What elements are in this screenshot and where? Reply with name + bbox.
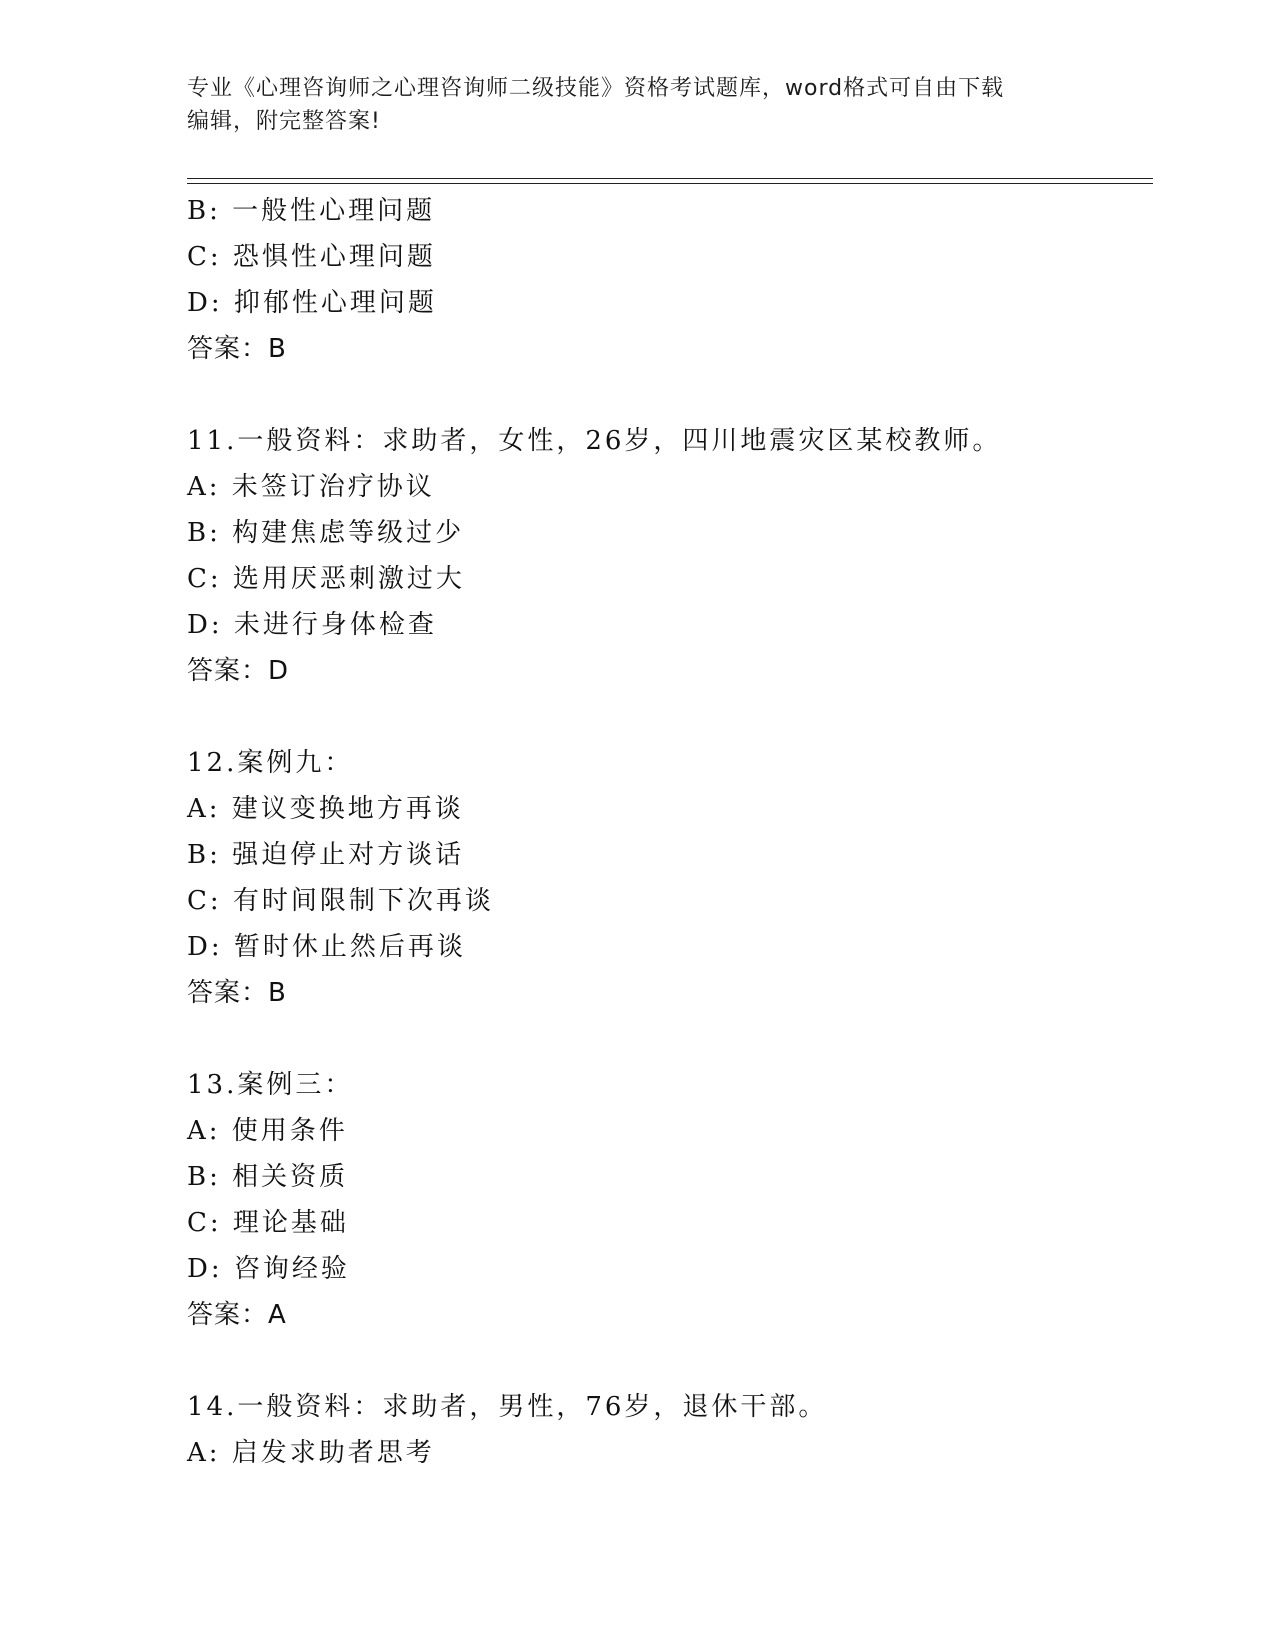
question-block: [187, 188, 1147, 372]
spacer: [187, 1016, 1147, 1062]
question-text: 11.一般资料：求助者，女性，26岁，四川地震灾区某校教师。: [187, 426, 1002, 456]
question-block: [187, 740, 1147, 1016]
option-d: D: 抑郁性心理问题: [187, 288, 437, 318]
header-line-2: 编辑，附完整答案!: [187, 109, 381, 134]
option-a: A: 使用条件: [187, 1116, 348, 1146]
answer-line: 答案：D: [187, 656, 290, 686]
question-block: [187, 418, 1147, 694]
option-b: B: 强迫停止对方谈话: [187, 840, 465, 870]
question-text: 12.案例九：: [187, 748, 354, 778]
option-d: D: 咨询经验: [187, 1254, 350, 1284]
option-a: A: 启发求助者思考: [187, 1438, 435, 1468]
option-d: D: 未进行身体检查: [187, 610, 437, 640]
answer-line: 答案：B: [187, 334, 287, 364]
header-line-1: 专业《心理咨询师之心理咨询师二级技能》资格考试题库，word格式可自由下载: [187, 76, 1005, 101]
spacer: [187, 694, 1147, 740]
question-text: 14.一般资料：求助者，男性，76岁，退休干部。: [187, 1392, 828, 1422]
option-b: B: 一般性心理问题: [187, 196, 436, 226]
option-b: B: 相关资质: [187, 1162, 349, 1192]
question-block: [187, 1384, 1147, 1476]
option-b: B: 构建焦虑等级过少: [187, 518, 465, 548]
header-divider-top: [187, 178, 1153, 179]
option-c: C: 选用厌恶刺激过大: [187, 564, 465, 594]
document-header: [187, 72, 1087, 138]
option-c: C: 有时间限制下次再谈: [187, 886, 494, 916]
spacer: [187, 1338, 1147, 1384]
question-block: [187, 1062, 1147, 1338]
option-c: C: 理论基础: [187, 1208, 349, 1238]
answer-line: 答案：A: [187, 1300, 287, 1330]
spacer: [187, 372, 1147, 418]
answer-line: 答案：B: [187, 978, 287, 1008]
question-list: [187, 188, 1147, 1476]
option-a: A: 建议变换地方再谈: [187, 794, 464, 824]
option-a: A: 未签订治疗协议: [187, 472, 435, 502]
question-text: 13.案例三：: [187, 1070, 354, 1100]
option-d: D: 暂时休止然后再谈: [187, 932, 466, 962]
option-c: C: 恐惧性心理问题: [187, 242, 436, 272]
header-divider-bottom: [187, 183, 1153, 184]
